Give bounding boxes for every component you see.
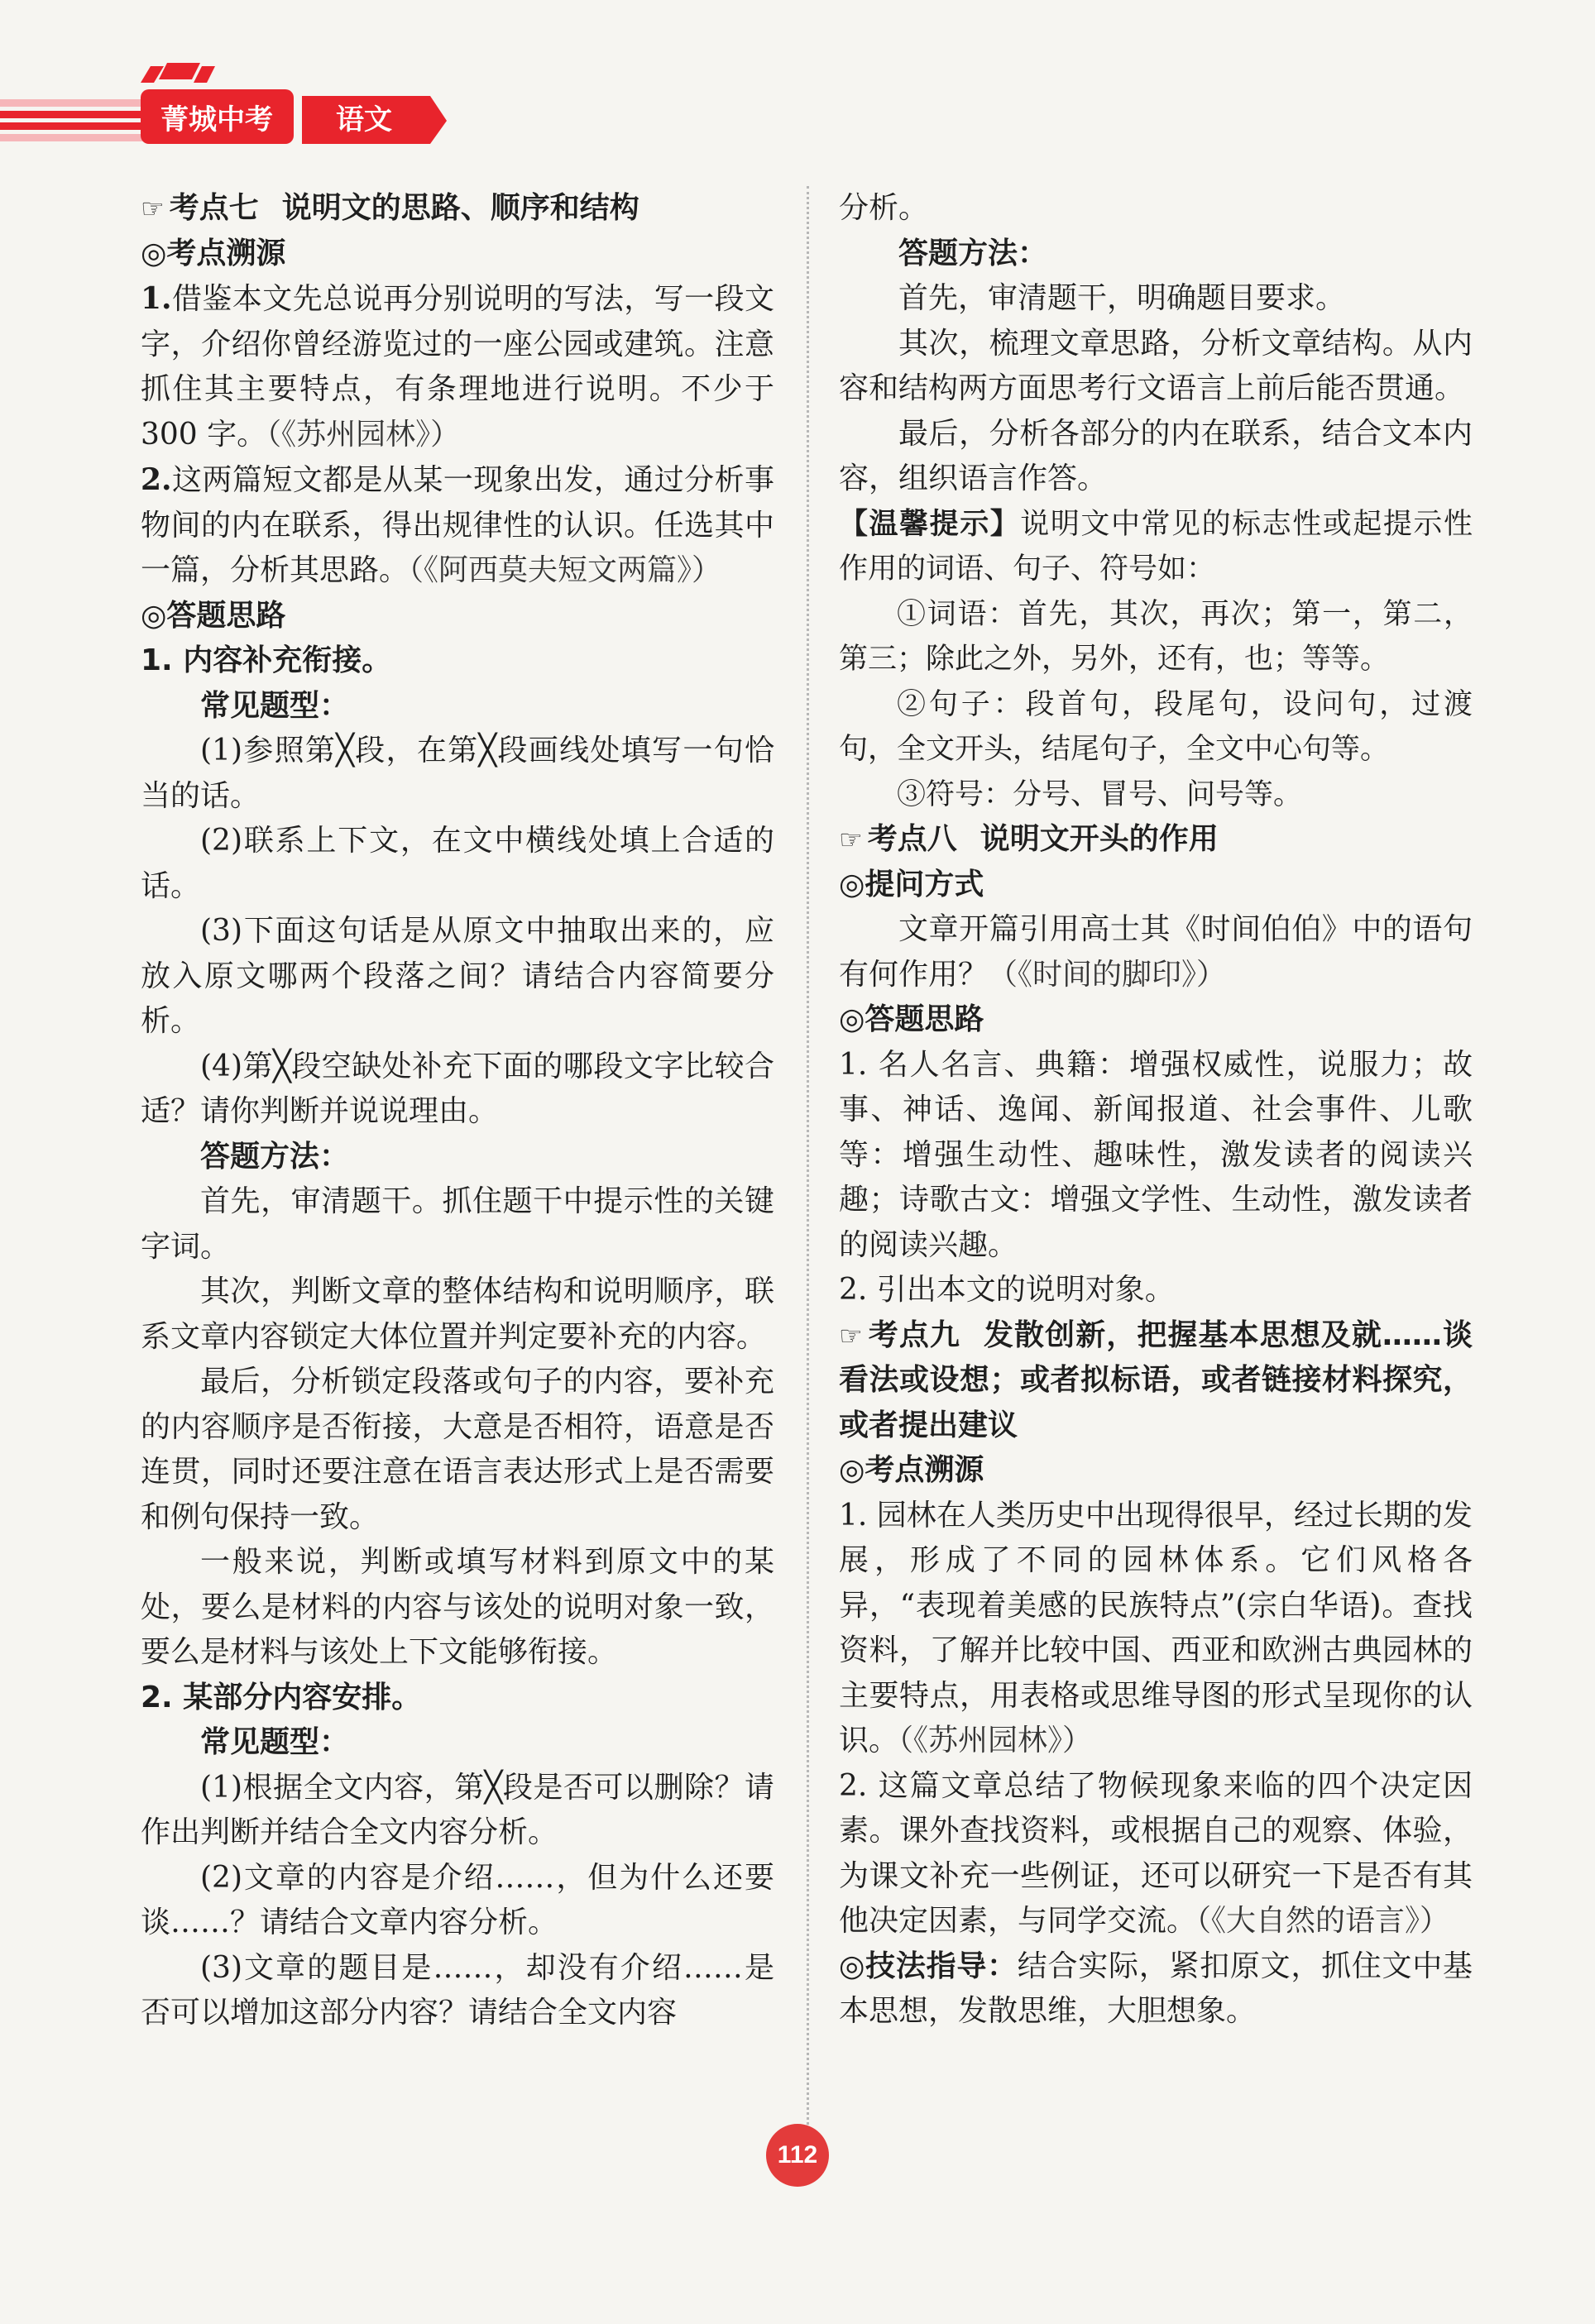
page-number: 112 [766, 2124, 829, 2187]
pointing-hand-icon: ☞ [141, 193, 165, 224]
source-suzhou-yuanlin-2: （《苏州园林》） [898, 1724, 1093, 1757]
right-method-3: 最后，分析各部分的内在联系，结合文本内容，组织语言作答。 [839, 416, 1473, 495]
kaodian-9-heading: ☞ 考点九 发散创新，把握基本思想及就……谈看法或设想；或者拟标语，或者链接材料探究，或者提出建议 [839, 1317, 1473, 1442]
item-1-heading: 1. 内容补充衔接。 [141, 643, 392, 677]
continuation: 分析。 [839, 191, 929, 225]
source-asimov: （《阿西莫夫短文两篇》） [409, 553, 722, 587]
type-4: (4)第╳段空缺处补充下面的哪段文字比较合适？请你判断并说说理由。 [141, 1049, 774, 1128]
question-2: 2.这两篇短文都是从某一现象出发，通过分析事物间的内在联系，得出规律性的认识。任选其中一篇，分析其思路。（《阿西莫夫短文两篇》） [141, 462, 774, 587]
question-1: 1.借鉴本文先总说再分别说明的写法，写一段文字，介绍你曾经游览过的一座公园或建筑。注意抓住其主要特点，有条理地进行说明。不少于 300 字。（《苏州园林》） [141, 281, 774, 452]
tip-box [839, 502, 1473, 818]
tip-intro: 【温馨提示】说明文中常见的标志性或起提示性作用的词语、句子、符号如： [839, 507, 1473, 586]
method-2: 其次，判断文章的整体结构和说明顺序，联系文章内容锁定大体位置并判定要补充的内容。 [141, 1274, 774, 1354]
tip-words: ①词语：首先，其次，再次；第一，第二，第三；除此之外，另外，还有，也；等等。 [839, 597, 1473, 676]
section-kaodian-suyuan-right: ◎考点溯源 [839, 1453, 984, 1487]
type-3: (3)下面这句话是从原文中抽取出来的，应放入原文哪两个段落之间？请结合内容简要分析。 [141, 914, 774, 1038]
section-dati-silu-right: ◎答题思路 [839, 1002, 984, 1036]
tip-label: 【温馨提示】 [839, 507, 1021, 541]
tip-symbols: ③符号：分号、冒号、问号等。 [897, 777, 1303, 811]
section-kaodian-suyuan: ◎考点溯源 [141, 236, 286, 270]
header-banner [0, 58, 463, 153]
pointing-hand-icon: ☞ [839, 1319, 863, 1351]
subject-name: 语文 [336, 103, 392, 136]
pointing-hand-icon: ☞ [839, 824, 863, 855]
left-column [141, 186, 774, 2036]
method-label: 答题方法： [200, 1139, 350, 1174]
brand-name: 菁城中考 [160, 103, 273, 136]
answer-thought-1: 1. 名人名言、典籍：增强权威性，说服力；故事、神话、逸闻、新闻报道、社会事件、儿歌等：增强生动性、趣味性，激发读者的阅读兴趣；诗歌古文：增强文学性、生动性，激发读者的阅读兴趣。 [839, 1047, 1473, 1262]
source-question-1: 1. 园林在人类历史中出现得很早，经过长期的发展，形成了不同的园林体系。它们风格各异，“表现着美感的民族特点”(宗白华语)。查找资料，了解并比较中国、西亚和欧洲古典园林的主要特点，用表格或思维导图的形式呈现你的认识。（《苏州园林》） [839, 1498, 1473, 1757]
common-types-label-2: 常见题型： [200, 1725, 350, 1759]
kaodian-8-heading: ☞ 考点八 说明文开头的作用 [839, 822, 1219, 856]
source-daziran: （《大自然的语言》） [1196, 1904, 1450, 1938]
source-question-2: 2. 这篇文章总结了物候现象来临的四个决定因素。课外查找资料，或根据自己的观察、体验，为课文补充一些例证，还可以研究一下是否有其他决定因素，与同学交流。（《大自然的语言》） [839, 1768, 1473, 1938]
right-method-2: 其次，梳理文章思路，分析文章结构。从内容和结构两方面思考行文语言上前后能否贯通。 [839, 326, 1473, 405]
right-method-1: 首先，审清题干，明确题目要求。 [898, 281, 1346, 315]
brand-logo [0, 58, 463, 153]
type-2: (2)联系上下文，在文中横线处填上合适的话。 [141, 824, 774, 903]
column-divider [807, 186, 809, 2154]
method-4: 一般来说，判断或填写材料到原文中的某处，要么是材料的内容与该处的说明对象一致，要么是材料与该处上下文能够衔接。 [141, 1545, 774, 1669]
common-types-label: 常见题型： [200, 688, 350, 723]
source-shijian-jiaoyin: （《时间的脚印》） [988, 957, 1227, 992]
type-2-1: (1)根据全文内容，第╳段是否可以删除？请作出判断并结合全文内容分析。 [141, 1770, 774, 1849]
method-label-right: 答题方法： [898, 236, 1048, 270]
technique-label: ◎技法指导： [839, 1949, 1018, 1983]
ask-question: 文章开篇引用高士其《时间伯伯》中的语句有何作用？（《时间的脚印》） [839, 912, 1473, 992]
type-1: (1)参照第╳段，在第╳段画线处填写一句恰当的话。 [141, 734, 774, 813]
section-tiwen-fangshi: ◎提问方式 [839, 867, 984, 901]
method-1: 首先，审清题干。抓住题干中提示性的关键字词。 [141, 1184, 774, 1264]
type-2-3: (3)文章的题目是……，却没有介绍……是否可以增加这部分内容？请结合全文内容 [141, 1950, 774, 2030]
tip-sentences: ②句子：段首句，段尾句，设问句，过渡句，全文开头，结尾句子，全文中心句等。 [839, 687, 1473, 766]
method-3: 最后，分析锁定段落或句子的内容，要补充的内容顺序是否衔接，大意是否相符，语意是否连贯，同时还要注意在语言表达形式上是否需要和例句保持一致。 [141, 1365, 774, 1534]
type-2-2: (2)文章的内容是介绍……，但为什么还要谈……？请结合文章内容分析。 [141, 1860, 774, 1939]
kaodian-7-heading: ☞ 考点七 说明文的思路、顺序和结构 [141, 191, 639, 225]
source-suzhou-yuanlin: （《苏州园林》） [266, 417, 461, 452]
answer-thought-2: 2. 引出本文的说明对象。 [839, 1273, 1175, 1307]
right-column [839, 186, 1473, 2035]
technique-guide: ◎技法指导：结合实际，紧扣原文，抓住文中基本思想，发散思维，大胆想象。 [839, 1949, 1473, 2028]
item-2-heading: 2. 某部分内容安排。 [141, 1680, 422, 1714]
section-dati-silu: ◎答题思路 [141, 598, 286, 633]
